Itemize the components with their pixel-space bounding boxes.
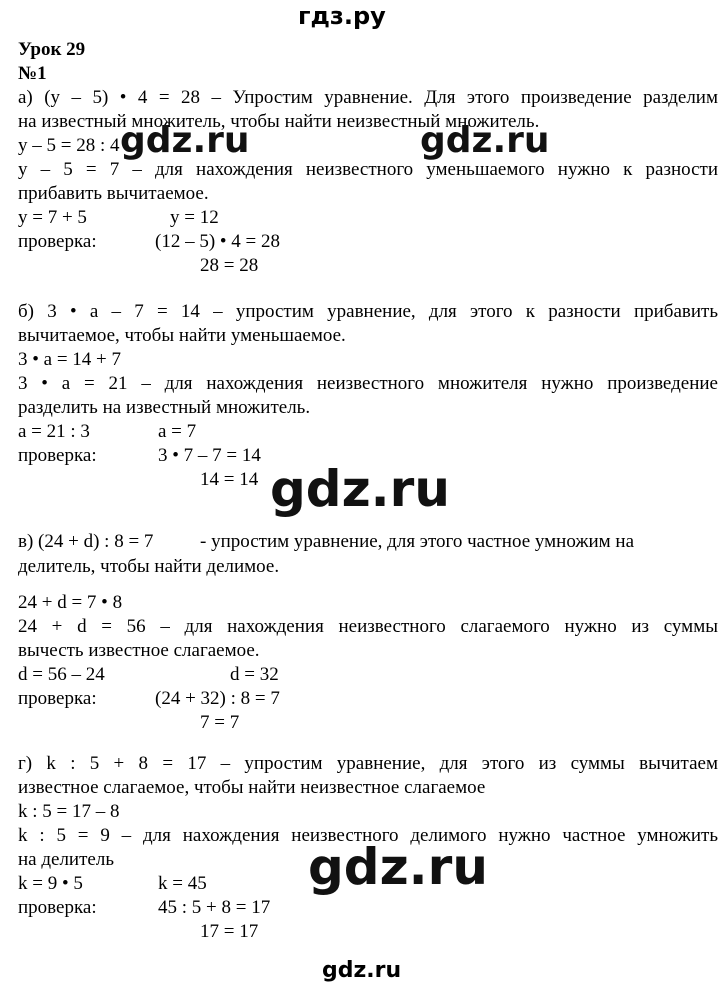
part-g-answer: k = 45 [158, 873, 207, 894]
part-v-line-1-text: - упростим уравнение, для этого частное умножим на [200, 531, 635, 552]
part-v-line-5: вычесть известное слагаемое. [18, 640, 260, 661]
part-b-check-2: 14 = 14 [200, 469, 259, 490]
part-a-line-1: а) (у – 5) • 4 = 28 – Упростим уравнение. Для этого произведение разделим [18, 87, 718, 108]
part-a-check-2: 28 = 28 [200, 255, 259, 276]
site-header: гдз.ру [298, 2, 386, 30]
part-b-line-4: 3 • а = 21 – для нахождения неизвестного множителя нужно произведение [18, 373, 718, 394]
part-v-line-1-equation: в) (24 + d) : 8 = 7 [18, 531, 154, 552]
part-g-line-4: k : 5 = 9 – для нахождения неизвестного делимого нужно частное умножить [18, 825, 718, 846]
part-a-solution: у = 7 + 5 [18, 207, 87, 228]
watermark-1: gdz.ru [120, 120, 250, 161]
part-g-line-1: г) k : 5 + 8 = 17 – упростим уравнение, для этого из суммы вычитаем [18, 753, 718, 774]
part-a-line-4: у – 5 = 7 – для нахождения неизвестного уменьшаемого нужно к разности [18, 159, 718, 180]
part-g-check-1: 45 : 5 + 8 = 17 [158, 897, 271, 918]
part-g-solution: k = 9 • 5 [18, 873, 83, 894]
lesson-title: Урок 29 [18, 39, 86, 60]
watermark-3: gdz.ru [270, 460, 450, 518]
part-g-check-2: 17 = 17 [200, 921, 259, 942]
part-b-check-1: 3 • 7 – 7 = 14 [158, 445, 261, 466]
part-b-check-label: проверка: [18, 445, 97, 466]
part-v-check-1: (24 + 32) : 8 = 7 [155, 688, 280, 709]
part-v-line-3: 24 + d = 7 • 8 [18, 592, 123, 613]
part-v-solution: d = 56 – 24 [18, 664, 105, 685]
part-g-check-label: проверка: [18, 897, 97, 918]
part-g-line-5: на делитель [18, 849, 114, 870]
part-b-line-2: вычитаемое, чтобы найти уменьшаемое. [18, 325, 346, 346]
part-g-line-3: k : 5 = 17 – 8 [18, 801, 120, 822]
part-b-answer: а = 7 [158, 421, 197, 442]
part-v-check-2: 7 = 7 [200, 712, 240, 733]
watermark-2: gdz.ru [420, 120, 550, 161]
part-v-line-2: делитель, чтобы найти делимое. [18, 556, 280, 577]
part-a-line-5: прибавить вычитаемое. [18, 183, 209, 204]
part-a-answer: у = 12 [170, 207, 219, 228]
part-b-line-3: 3 • а = 14 + 7 [18, 349, 122, 370]
part-g-line-2: известное слагаемое, чтобы найти неизвестное слагаемое [18, 777, 486, 798]
part-v-check-label: проверка: [18, 688, 97, 709]
part-v-answer: d = 32 [230, 664, 279, 685]
part-a-check-1: (12 – 5) • 4 = 28 [155, 231, 281, 252]
part-v-line-4: 24 + d = 56 – для нахождения неизвестного слагаемого нужно из суммы [18, 616, 718, 637]
site-footer: gdz.ru [322, 958, 402, 983]
watermark-4: gdz.ru [308, 838, 488, 896]
part-b-line-1: б) 3 • а – 7 = 14 – упростим уравнение, для этого к разности прибавить [18, 301, 718, 322]
part-a-line-3: у – 5 = 28 : 4 [18, 135, 120, 156]
part-a-line-2: на известный множитель, чтобы найти неизвестный множитель. [18, 111, 540, 132]
part-b-line-5: разделить на известный множитель. [18, 397, 311, 418]
task-number: №1 [18, 63, 47, 84]
part-b-solution: а = 21 : 3 [18, 421, 90, 442]
part-a-check-label: проверка: [18, 231, 97, 252]
